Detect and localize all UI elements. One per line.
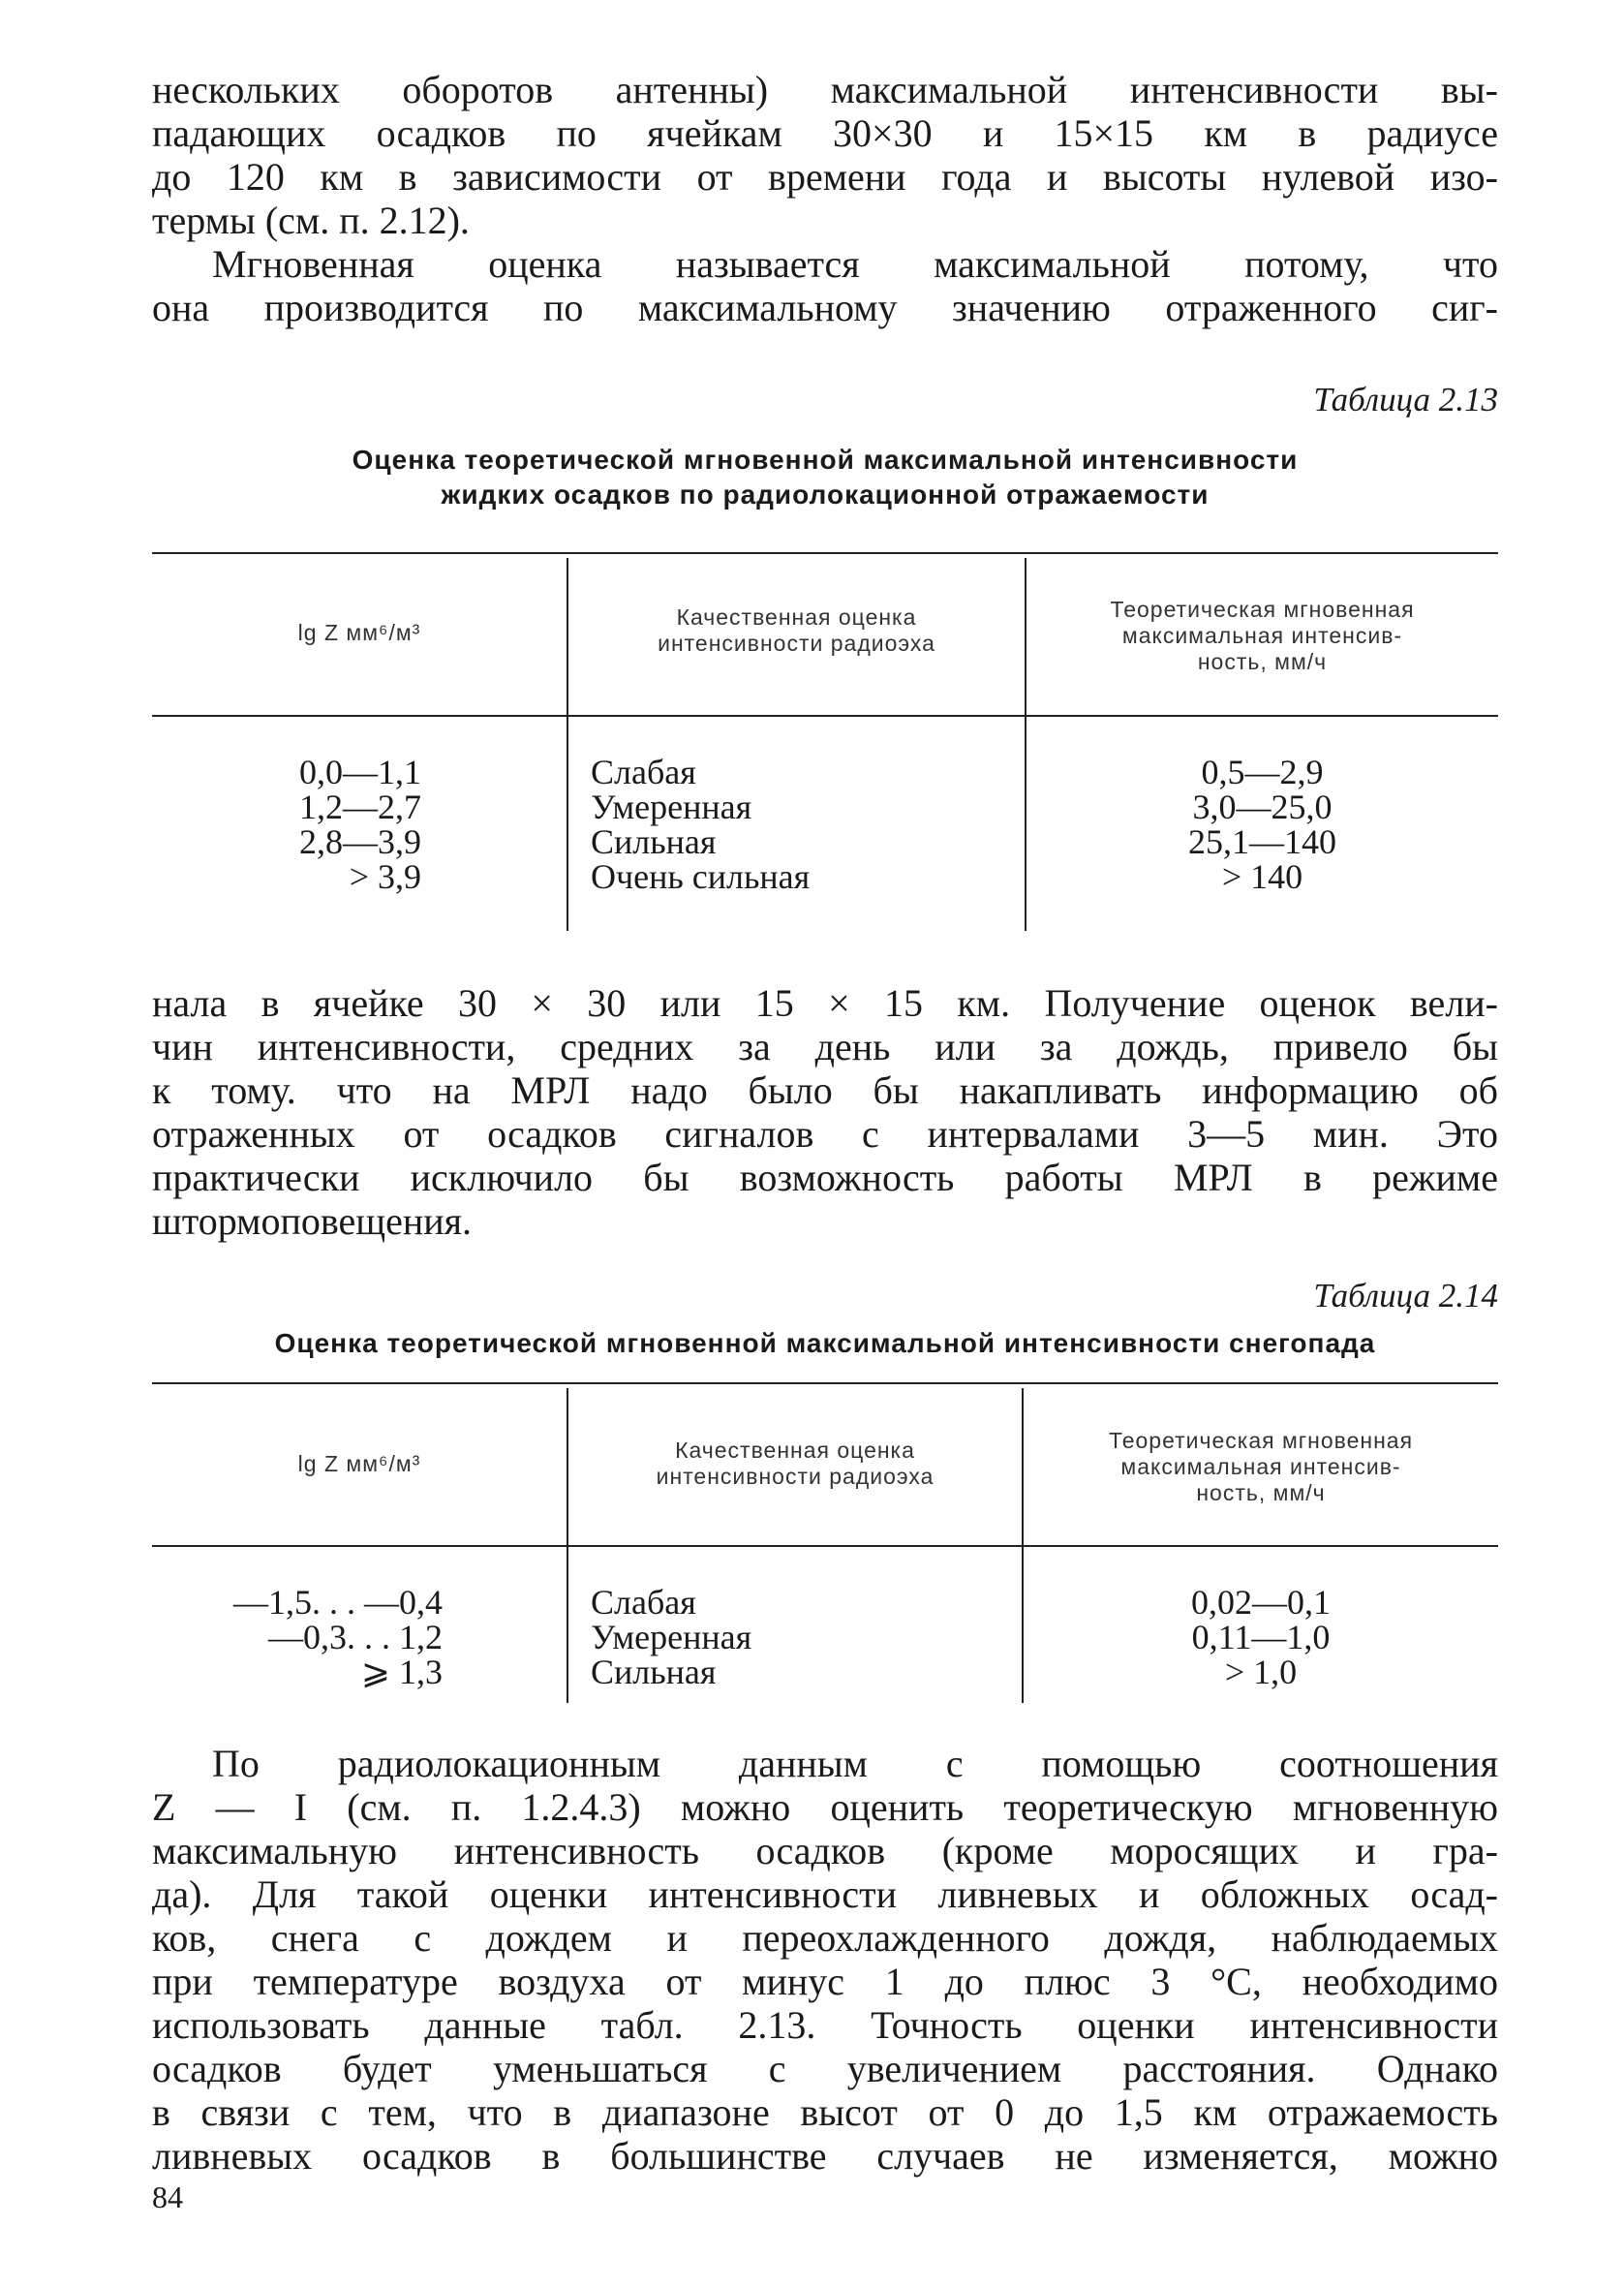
text-line: к тому. что на МРЛ надо было бы накапливать информацию об bbox=[152, 1068, 1498, 1112]
text-line: при температуре воздуха от минус 1 до плюс 3 °С, необходимо bbox=[152, 1960, 1498, 2003]
table-1-header-rule bbox=[152, 715, 1498, 717]
text-line: в связи с тем, что в диапазоне высот от 0 до 1,5 км отражаемость bbox=[152, 2090, 1498, 2134]
table-2-col-intensity bbox=[1024, 1585, 1498, 1689]
table-cell: Умеренная bbox=[591, 1618, 752, 1656]
table-cell: 0,02—0,1 bbox=[1191, 1583, 1331, 1622]
table-2-caption: Таблица 2.14 bbox=[1313, 1277, 1498, 1314]
table-cell: 25,1—140 bbox=[1188, 822, 1336, 861]
paragraph-1 bbox=[152, 68, 1498, 242]
text-line: Z — I (см. п. 1.2.4.3) можно оценить теоретическую мгновенную bbox=[152, 1785, 1498, 1829]
text-line: чин интенсивности, средних за день или за дождь, привело бы bbox=[152, 1025, 1498, 1068]
text-line: она производится по максимальному значению отраженного сиг- bbox=[152, 286, 1498, 329]
table-cell: 0,11—1,0 bbox=[1191, 1618, 1331, 1656]
text-line: отраженных от осадков сигналов с интервалами 3—5 мин. Это bbox=[152, 1112, 1498, 1156]
table-cell: 2,8—3,9 bbox=[299, 822, 421, 861]
table-cell: ⩾ 1,3 bbox=[360, 1653, 443, 1691]
table-2-col-quality bbox=[591, 1585, 751, 1689]
text-line: да). Для такой оценки интенсивности ливневых и обложных осад- bbox=[152, 1872, 1498, 1916]
table-2-col-lgz bbox=[152, 1585, 443, 1689]
text-line: Мгновенная оценка называется максимальной потому, что bbox=[212, 242, 1498, 286]
text-line: термы (см. п. 2.12). bbox=[152, 199, 470, 242]
table-cell: > 3,9 bbox=[349, 857, 421, 896]
text-line: падающих осадков по ячейкам 30×30 и 15×15 км в радиусе bbox=[152, 111, 1498, 155]
text-line: практически исключило бы возможность работы МРЛ в режиме bbox=[152, 1156, 1498, 1199]
table-cell: Умеренная bbox=[591, 788, 752, 826]
paragraph-2 bbox=[152, 242, 1498, 329]
table-cell: Слабая bbox=[591, 753, 696, 791]
table-cell: Слабая bbox=[591, 1583, 696, 1622]
table-2-header-quality: Качественная оценка интенсивности радиоэха bbox=[656, 1438, 935, 1489]
text-line: По радиолокационным данным с помощью соотношения bbox=[212, 1742, 1498, 1785]
title-line: жидких осадков по радиолокационной отражаемости bbox=[441, 479, 1210, 510]
table-cell: > 140 bbox=[1221, 857, 1303, 896]
table-1-header-lgz: lg Z мм⁶/м³ bbox=[297, 620, 421, 645]
paragraph-3 bbox=[152, 981, 1498, 1243]
table-cell: —1,5. . . —0,4 bbox=[233, 1583, 443, 1622]
text-line: до 120 км в зависимости от времени года и высоты нулевой изо- bbox=[152, 155, 1498, 199]
table-2-title bbox=[152, 1326, 1498, 1361]
text-line: максимальную интенсивность осадков (кроме моросящих и гра- bbox=[152, 1829, 1498, 1872]
text-line: нескольких оборотов антенны) максимальной интенсивности вы- bbox=[152, 68, 1498, 111]
text-line: осадков будет уменьшаться с увеличением расстояния. Однако bbox=[152, 2047, 1498, 2090]
table-cell: 1,2—2,7 bbox=[299, 788, 421, 826]
text-line: нала в ячейке 30 × 30 или 15 × 15 км. Получение оценок вели- bbox=[152, 981, 1498, 1025]
table-1-caption: Таблица 2.13 bbox=[1313, 381, 1498, 418]
table-1-top-rule bbox=[152, 552, 1498, 554]
text-line: ков, снега с дождем и переохлажденного дождя, наблюдаемых bbox=[152, 1916, 1498, 1960]
title-line: Оценка теоретической мгновенной максимальной интенсивности снегопада bbox=[274, 1328, 1376, 1358]
table-cell: > 1,0 bbox=[1224, 1653, 1298, 1691]
table-1-header-quality: Качественная оценка интенсивности радиоэха bbox=[658, 604, 935, 656]
table-2-header-intensity: Теоретическая мгновенная максимальная интенсив- ность, мм/ч bbox=[1108, 1428, 1414, 1505]
text-line: ливневых осадков в большинстве случаев не изменяется, можно bbox=[152, 2134, 1498, 2178]
title-line: Оценка теоретической мгновенной максимальной интенсивности bbox=[352, 445, 1299, 475]
page-number: 84 bbox=[152, 2180, 183, 2214]
table-2-header-lgz: lg Z мм⁶/м³ bbox=[297, 1451, 421, 1476]
table-1-col-lgz bbox=[152, 755, 421, 894]
table-2-divider bbox=[567, 1388, 568, 1703]
table-cell: Сильная bbox=[591, 1653, 717, 1691]
table-cell: —0,3. . . 1,2 bbox=[268, 1618, 443, 1656]
text-line: штормоповещения. bbox=[152, 1199, 473, 1243]
table-1-col-quality bbox=[591, 755, 810, 894]
table-cell: 0,0—1,1 bbox=[299, 753, 421, 791]
table-2-header-rule bbox=[152, 1545, 1498, 1547]
text-line: использовать данные табл. 2.13. Точность оценки интенсивности bbox=[152, 2003, 1498, 2047]
table-1-col-intensity bbox=[1026, 755, 1498, 894]
table-1-title bbox=[152, 443, 1498, 512]
table-cell: Очень сильная bbox=[591, 857, 811, 896]
table-1-header-intensity: Теоретическая мгновенная максимальная интенсив- ность, мм/ч bbox=[1110, 597, 1415, 674]
table-2-top-rule bbox=[152, 1382, 1498, 1384]
paragraph-4 bbox=[152, 1742, 1498, 2178]
table-cell: 3,0—25,0 bbox=[1192, 788, 1333, 826]
table-cell: 0,5—2,9 bbox=[1201, 753, 1324, 791]
table-cell: Сильная bbox=[591, 822, 717, 861]
